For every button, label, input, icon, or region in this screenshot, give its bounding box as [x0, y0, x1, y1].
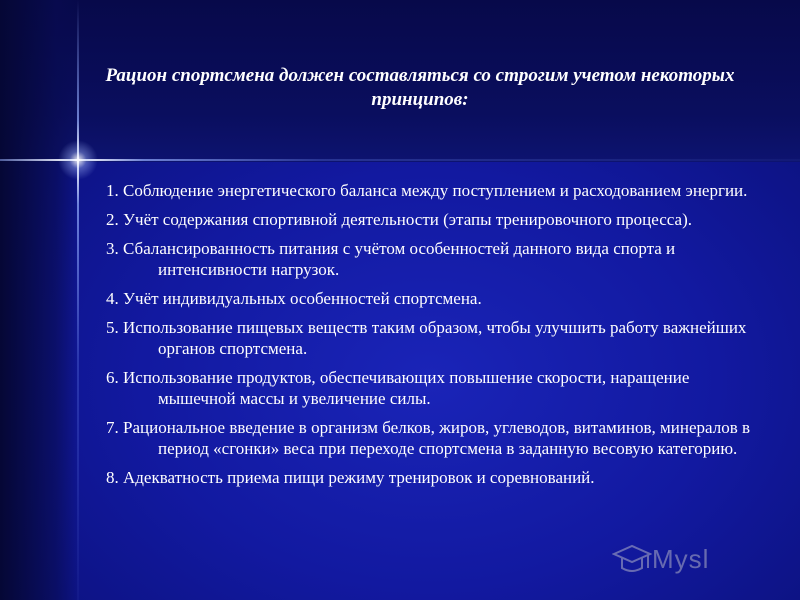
list-item: 2. Учёт содержания спортивной деятельности (этапы тренировочного процесса).: [106, 210, 693, 229]
light-flare-vertical: [77, 0, 79, 600]
list-item: 1. Соблюдение энергетического баланса между поступлением и расходованием энергии.: [106, 181, 748, 200]
list-item: 4. Учёт индивидуальных особенностей спортсмена.: [106, 289, 482, 308]
list-item: 3. Сбалансированность питания с учётом особенностей данного вида спорта и интенсивности нагрузок.: [106, 239, 676, 279]
graduation-cap-icon: [612, 540, 652, 580]
principles-list: [106, 180, 766, 496]
list-item: 8. Адекватность приема пищи режиму тренировок и соревнований.: [106, 468, 595, 487]
light-flare-center: [58, 140, 98, 180]
slide-title: Рацион спортсмена должен составляться со строгим учетом некоторых принципов:: [105, 65, 735, 110]
list-item: 5. Использование пищевых веществ таким образом, чтобы улучшить работу важнейших органов спортсмена.: [106, 318, 747, 358]
watermark: [612, 540, 782, 580]
list-item: 7. Рациональное введение в организм белков, жиров, углеводов, витаминов, минералов в период «сгонки» веса при переходе спортсмена в заданную весовую категорию.: [106, 418, 751, 458]
left-band: [0, 0, 80, 600]
light-flare-horizontal: [0, 159, 800, 161]
list-item: 6. Использование продуктов, обеспечивающих повышение скорости, наращение мышечной массы и увеличение силы.: [106, 368, 690, 408]
watermark-text: Mysl: [652, 544, 710, 574]
